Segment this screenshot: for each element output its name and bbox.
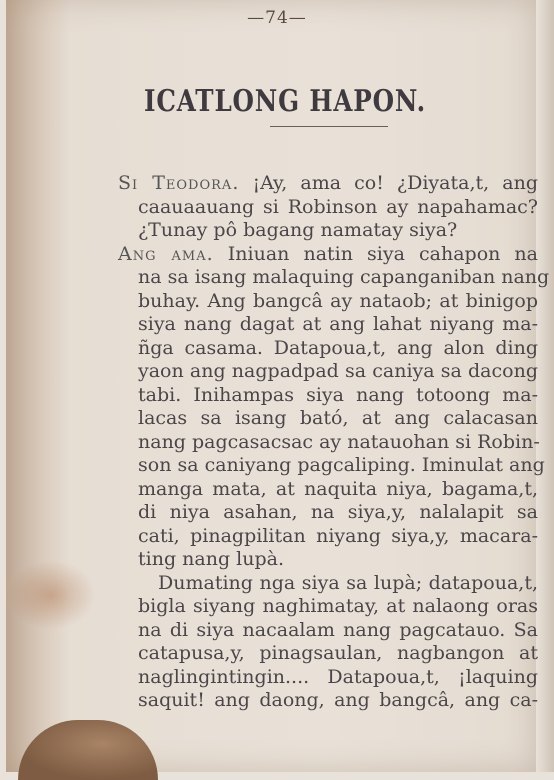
text-line: [118, 478, 538, 502]
line-text: catapusa,y, pinagsaulan, nagbangon at: [138, 642, 538, 664]
line-text: na di siya nacaalam nang pagcatauo. Sa: [138, 618, 538, 641]
text-line: [118, 572, 538, 596]
text-line: [118, 501, 538, 525]
speaker-label: Si Teodora.: [118, 172, 240, 194]
line-text: son sa caniyang pagcaliping. Iminulat ang: [138, 454, 545, 476]
line-text: ¿Tunay pô bagang namatay siya?: [138, 219, 458, 241]
heading-rule: [270, 126, 388, 127]
text-line: [118, 454, 545, 478]
text-line: [118, 619, 538, 643]
line-text: di niya asahan, na siya,y, nalalapit sa: [138, 501, 538, 523]
text-line: [118, 666, 538, 690]
line-text: nang pagcasacsac ay natauohan si Robin-: [138, 430, 540, 453]
line-text: Iniuan natin siya cahapon na: [227, 242, 538, 265]
page-stain: [6, 560, 96, 630]
line-text: manga mata, at naquita niya, bagama,t,: [138, 477, 538, 500]
text-line: [118, 525, 538, 549]
text-line: [118, 219, 538, 243]
text-line: [118, 595, 538, 619]
speaker-label: Ang ama.: [118, 242, 214, 265]
text-line: [118, 407, 538, 431]
text-line: [118, 313, 538, 337]
line-text: Dumating nga siya sa lupà; datapoua,t,: [158, 571, 538, 594]
text-line: [118, 337, 538, 361]
page-binding-shadow: [6, 0, 70, 772]
text-line: [118, 431, 538, 455]
line-text: ñga casama. Datapoua,t, ang alon ding: [138, 336, 538, 359]
section-heading: ICATLONG HAPON.: [144, 84, 426, 119]
text-line: [118, 266, 550, 290]
page-number: —74—: [247, 8, 307, 28]
text-line: [118, 172, 538, 196]
text-line: [118, 360, 538, 384]
page-edge: [536, 0, 554, 772]
line-text: na sa isang malaquing capanganiban nang: [138, 266, 550, 288]
line-text: siya nang dagat at ang lahat niyang ma-: [138, 313, 538, 335]
body-text: [118, 172, 550, 713]
line-text: lacas sa isang bató, at ang calacasan: [138, 407, 538, 429]
line-text: saquit! ang daong, ang bangcâ, ang ca-: [138, 689, 538, 711]
text-line: [118, 290, 538, 314]
line-text: ¡Ay, ama co! ¿Diyata,t, ang: [252, 172, 538, 194]
text-line: [118, 689, 538, 713]
text-line: [118, 642, 538, 666]
line-text: bigla siyang naghimatay, at nalaong oras: [138, 595, 538, 617]
text-line: [118, 196, 538, 220]
line-text: tabi. Inihampas siya nang totoong ma-: [138, 383, 538, 406]
text-line: [118, 243, 538, 267]
line-text: caauaauang si Robinson ay napahamac?: [138, 195, 538, 218]
line-text: cati, pinagpilitan niyang siya,y, macara-: [138, 524, 538, 547]
line-text: naglingintingin.... Datapoua,t, ¡laquing: [138, 665, 538, 688]
line-text: buhay. Ang bangcâ ay nataob; at binigop: [138, 289, 538, 312]
line-text: yaon ang nagpadpad sa caniya sa dacong: [138, 360, 538, 382]
line-text: ting nang lupà.: [138, 548, 284, 570]
text-line: [118, 384, 538, 408]
text-line: [118, 548, 538, 572]
